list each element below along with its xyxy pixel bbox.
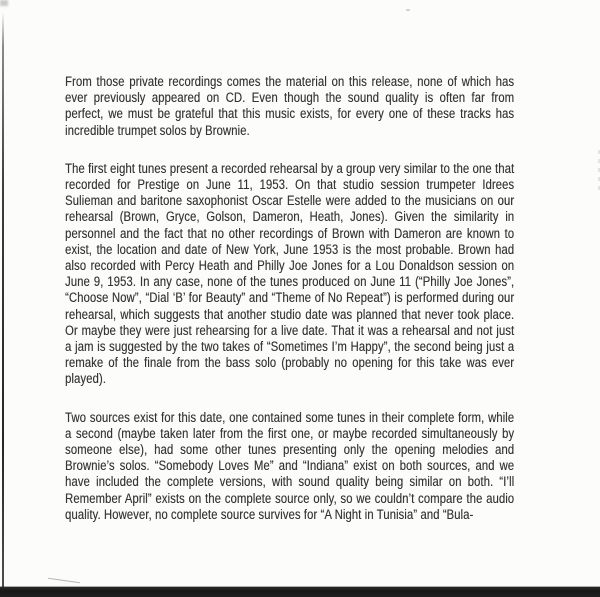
- scan-scratch: [48, 578, 80, 583]
- scan-speck: [406, 9, 410, 11]
- scan-smudge: [0, 0, 8, 6]
- liner-notes-paragraph-2: The first eight tunes present a recorded rehearsal by a group very similar to the one that recorded for Prestige on June 11, 1953. On that studio session trumpeter Idrees Sulieman and baritone saxophonist Oscar Estelle were added to the musicians on our rehearsal (Brown, Gryce, Golson, Dameron, Heath, Jones). Given the similarity in personnel and the fact that no other recordings of Brown with Dameron are known to exist, the location and date of New York, June 1953 is the most probable. Brown had also recorded with Percy Heath and Philly Joe Jones for a Lou Donaldson session on June 9, 1953. In any case, none of the tunes produced on June 11 (“Philly Joe Jones”, “Choose Now”, “Dial ‘B’ for Beauty” and “Theme of No Repeat”) is performed during our rehearsal, which suggests that another studio date was planned that never took place. Or maybe they were just rehearsing for a live date. That it was a rehearsal and not just a jam is suggested by the two takes of “Sometimes I’m Happy”, the second being just a remake of the finale from the bass solo (probably no opening for this take was ever played).: [65, 160, 515, 387]
- scan-bottom-border: [0, 587, 600, 597]
- scan-left-edge-line: [2, 12, 4, 588]
- liner-notes-text: [65, 74, 514, 545]
- liner-notes-paragraph-3: Two sources exist for this date, one contained some tunes in their complete form, while a second (maybe taken later from the first one, or maybe recorded simultaneously by someone else), had some other tunes presenting only the opening melodies and Brownie’s solos. “Somebody Loves Me” and “Indiana” exist on both sources, and we have included the complete versions, with sound quality being similar on both. “I’ll Remember April” exists on the complete source only, so we couldn’t compare the audio quality. However, no complete source survives for “A Night in Tunisia” and “Bula-: [65, 409, 515, 522]
- liner-notes-paragraph-1: From those private recordings comes the material on this release, none of which has ever previously appeared on CD. Even though the sound quality is often far from perfect, we must be grateful that this music exists, for every one of these tracks has incredible trumpet solos by Brownie.: [65, 74, 515, 138]
